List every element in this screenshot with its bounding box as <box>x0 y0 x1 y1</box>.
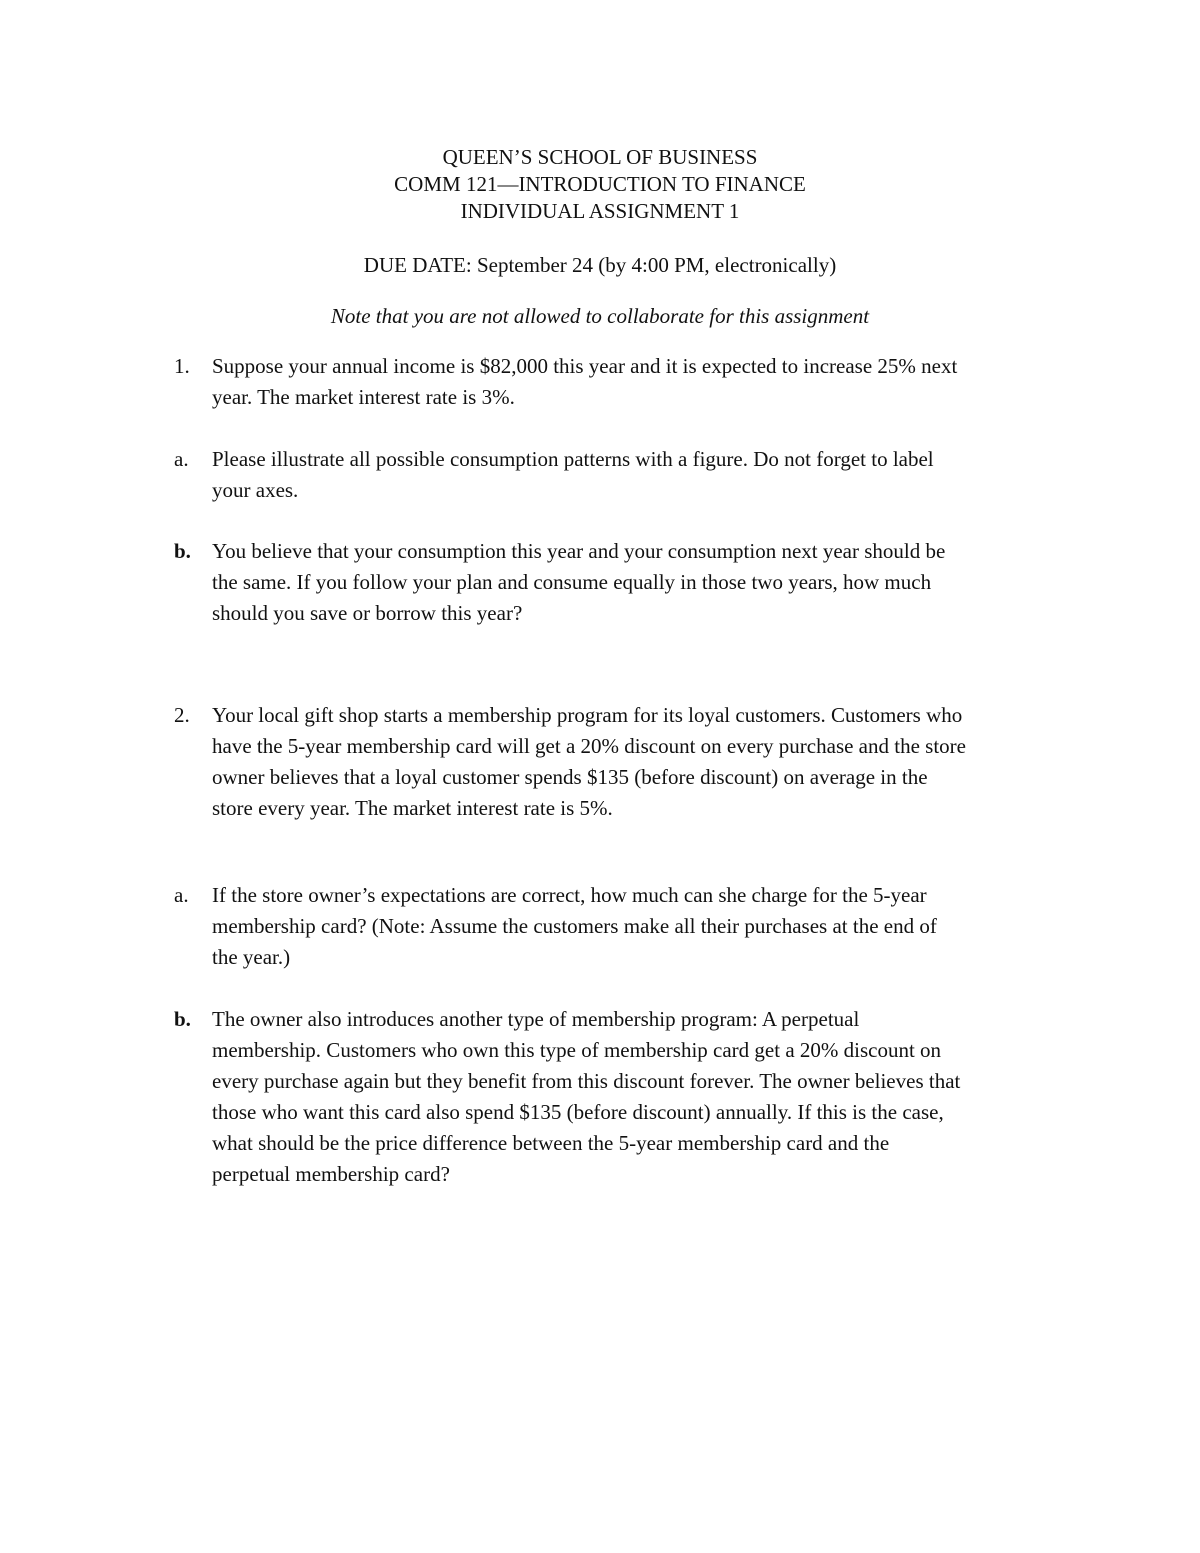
sub-question-letter: b. <box>174 1007 191 1031</box>
text-line: store every year. The market interest rate is 5%. <box>212 796 613 820</box>
sub-question-text <box>212 880 1074 973</box>
text-line: membership. Customers who own this type of membership card get a 20% discount on <box>212 1038 942 1062</box>
text-line: have the 5-year membership card will get a 20% discount on every purchase and the store <box>212 734 966 758</box>
course-title: COMM 121—INTRODUCTION TO FINANCE <box>394 172 806 196</box>
question-2b <box>174 1004 1074 1190</box>
text-line: year. The market interest rate is 3%. <box>212 385 515 409</box>
sub-question-text <box>212 1004 1074 1190</box>
text-line: You believe that your consumption this year and your consumption next year should be <box>212 539 946 563</box>
text-line: If the store owner’s expectations are correct, how much can she charge for the 5-year <box>212 883 927 907</box>
text-line: every purchase again but they benefit from this discount forever. The owner believes that <box>212 1069 961 1093</box>
sub-question-letter: b. <box>174 539 191 563</box>
text-line: the same. If you follow your plan and consume equally in those two years, how much <box>212 570 932 594</box>
text-line: membership card? (Note: Assume the customers make all their purchases at the end of <box>212 914 937 938</box>
text-line: perpetual membership card? <box>212 1162 450 1186</box>
question-text <box>212 351 1074 413</box>
assignment-title: INDIVIDUAL ASSIGNMENT 1 <box>460 199 740 223</box>
text-line: what should be the price difference between the 5-year membership card and the <box>212 1131 890 1155</box>
due-date: DUE DATE: September 24 (by 4:00 PM, electronically) <box>363 253 837 277</box>
sub-question-letter: a. <box>174 447 189 471</box>
question-2a <box>174 880 1074 973</box>
text-line: the year.) <box>212 945 291 969</box>
text-line: Suppose your annual income is $82,000 this year and it is expected to increase 25% next <box>212 354 958 378</box>
text-line: owner believes that a loyal customer spends $135 (before discount) on average in the <box>212 765 928 789</box>
question-text <box>212 700 1074 824</box>
question-number: 1. <box>174 354 190 378</box>
text-line: The owner also introduces another type of membership program: A perpetual <box>212 1007 860 1031</box>
question-1a <box>174 444 1074 506</box>
school-name: QUEEN’S SCHOOL OF BUSINESS <box>442 145 758 169</box>
collaboration-note: Note that you are not allowed to collaborate for this assignment <box>330 304 870 328</box>
question-2 <box>174 700 1074 824</box>
sub-question-text <box>212 444 1074 506</box>
question-1 <box>174 351 1074 413</box>
text-line: should you save or borrow this year? <box>212 601 523 625</box>
text-line: Please illustrate all possible consumption patterns with a figure. Do not forget to label <box>212 447 934 471</box>
question-number: 2. <box>174 703 190 727</box>
text-line: Your local gift shop starts a membership program for its loyal customers. Customers who <box>212 703 963 727</box>
text-line: your axes. <box>212 478 299 502</box>
sub-question-letter: a. <box>174 883 189 907</box>
sub-question-text <box>212 536 1074 629</box>
text-line: those who want this card also spend $135 (before discount) annually. If this is the case, <box>212 1100 944 1124</box>
question-1b <box>174 536 1074 629</box>
